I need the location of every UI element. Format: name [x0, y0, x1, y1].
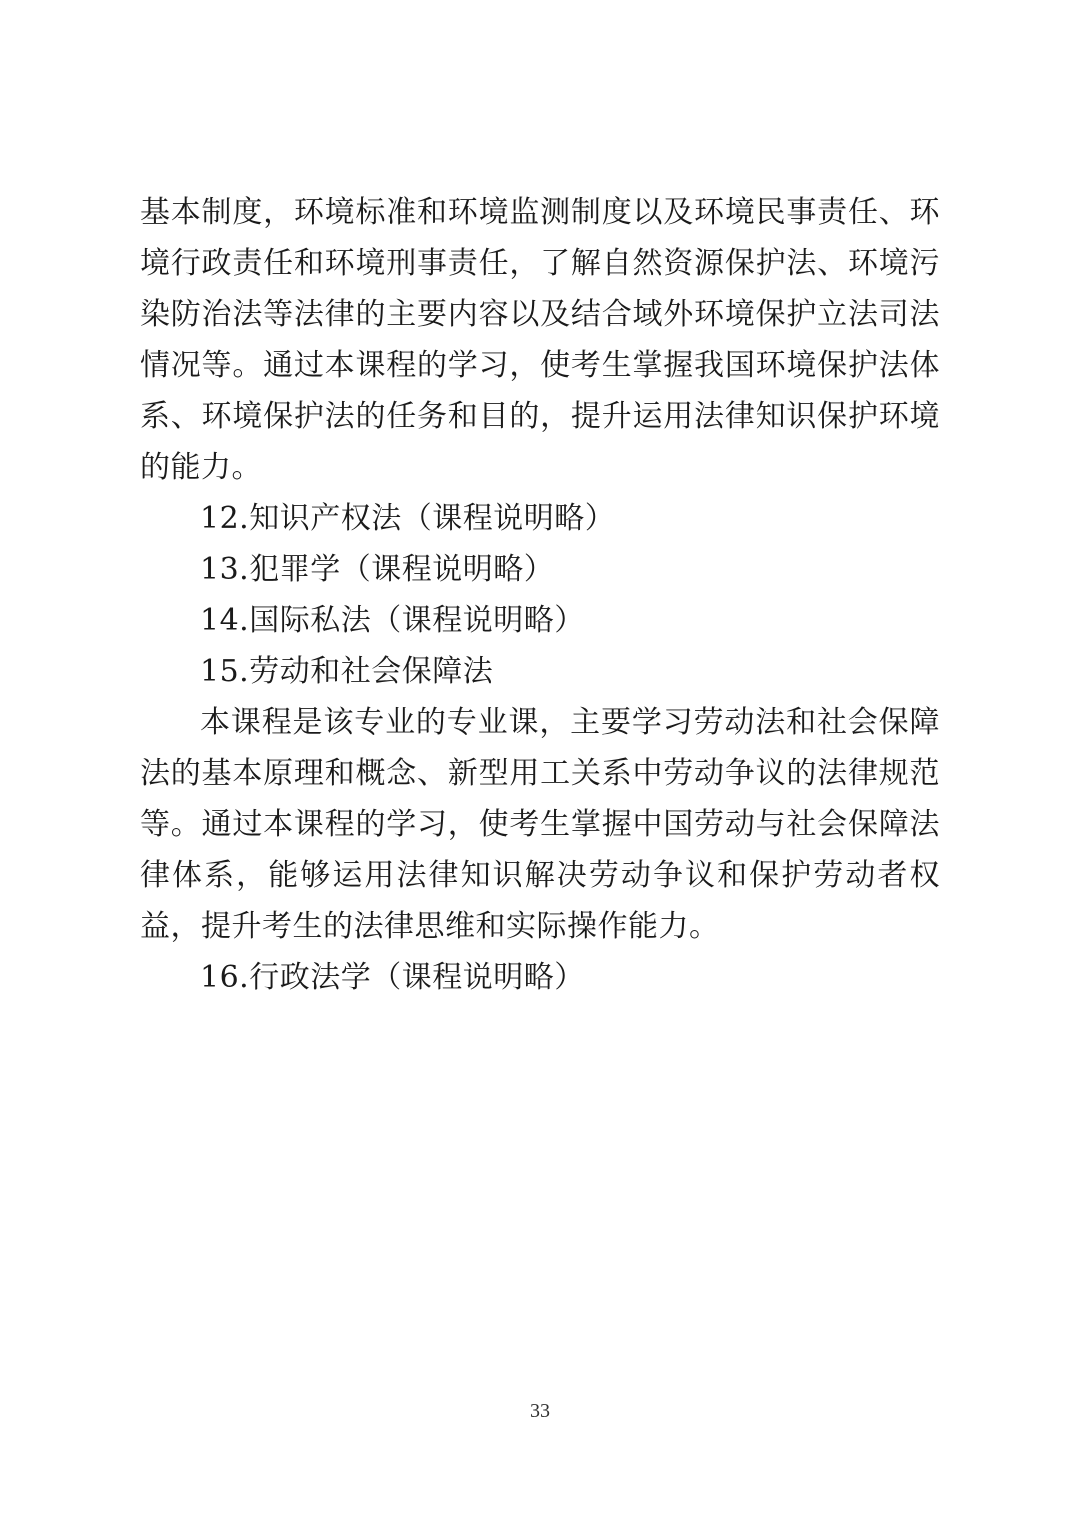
paragraph-labor-law-description: 本课程是该专业的专业课，主要学习劳动法和社会保障法的基本原理和概念、新型用工关系中劳动争议的法律规范等。通过本课程的学习，使考生掌握中国劳动与社会保障法律体系，能够运用法律知识解决劳动争议和保护劳动者权益，提升考生的法律思维和实际操作能力。 [140, 705, 940, 944]
paragraph-environmental-law-continued: 基本制度，环境标准和环境监测制度以及环境民事责任、环境行政责任和环境刑事责任，了解自然资源保护法、环境污染防治法等法律的主要内容以及结合域外环境保护立法司法情况等。通过本课程的学习，使考生掌握我国环境保护法体系、环境保护法的任务和目的，提升运用法律知识保护环境的能力。 [140, 195, 940, 485]
course-item-14: 14.国际私法（课程说明略） [200, 603, 585, 638]
course-item-16: 16.行政法学（课程说明略） [200, 960, 585, 995]
course-item-13: 13.犯罪学（课程说明略） [200, 552, 555, 587]
document-body [140, 187, 940, 1003]
course-item-12: 12.知识产权法（课程说明略） [200, 501, 616, 536]
course-item-15: 15.劳动和社会保障法 [200, 654, 494, 689]
page-number: 33 [530, 1400, 550, 1422]
